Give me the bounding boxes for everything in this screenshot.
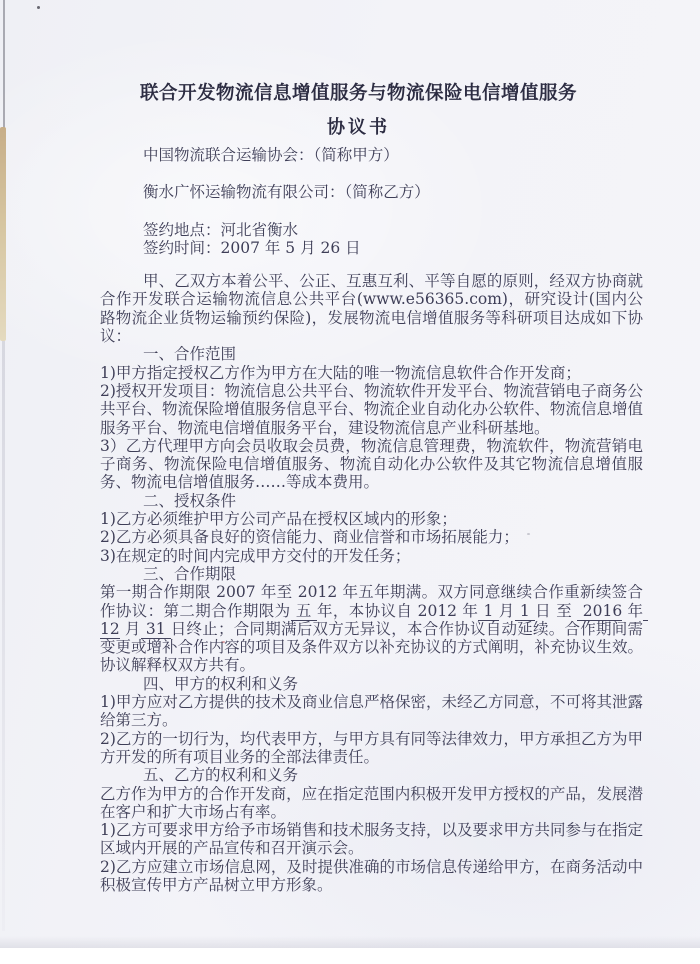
section-2-item-3: 3)在规定的时间内完成甲方交付的开发任务； <box>100 546 411 565</box>
term-text: 年，本协议自 2012 年 <box>317 601 479 620</box>
scan-bottom-shadow <box>0 936 700 948</box>
section-5-heading: 五、乙方的权利和义务 <box>143 766 299 785</box>
document-title-line1: 联合开发物流信息增值服务与物流保险电信增值服务 <box>139 83 577 104</box>
section-2-heading: 二、授权条件 <box>143 491 237 510</box>
scan-speck <box>150 716 152 718</box>
section-4-item-2: 2)乙方的一切行为，均代表甲方，与甲方具有同等法律效力，甲方承担乙方为甲方开发的所有项目业务的全部法律责任。 <box>100 729 643 766</box>
section-5-item-2: 2)乙方应建立市场信息网，及时提供准确的市场信息传递给甲方，在商务活动中积极宣传甲方产品树立甲方形象。 <box>100 857 643 894</box>
term-fill-end-month: 12 <box>100 601 648 638</box>
sign-time-line: 签约时间：2007 年 5 月 26 日 <box>143 238 361 257</box>
preamble-paragraph: 甲、乙双方本着公平、公正、互惠互利、平等自愿的原则，经双方协商就合作开发联合运输物流信息公共平台(www.e56365.com)，研究设计(国内公路物流企业货物运输预约保险)，发展物流电信增值服务等科研项目达成如下协议： <box>100 272 643 346</box>
scan-edge-line <box>3 0 5 132</box>
document-body <box>100 83 648 894</box>
section-1-heading: 一、合作范围 <box>143 345 237 364</box>
term-text: 日终止；合同期满后双方无异议，本合作协议自动延续。合作期间需变更或增补合作内容的项目及条件双方以补充协议的方式阐明，补充协议生效。协议解释权双方共有。 <box>100 619 643 675</box>
section-3-heading: 三、合作期限 <box>143 564 237 583</box>
scan-speck <box>37 6 40 9</box>
scan-speck <box>222 641 225 643</box>
scan-left-shadow <box>2 341 5 931</box>
section-2-item-2: 2)乙方必须具备良好的资信能力、商业信誉和市场拓展能力； <box>100 528 519 547</box>
term-text: 年 <box>622 601 644 620</box>
section-4-heading: 四、甲方的权利和义务 <box>143 674 299 693</box>
term-text: 第一期合作期限 2007 年至 2012 年五年期满。双方同意继续合作重新续签合作协议：第二期合作期限为 <box>100 583 643 620</box>
term-fill-start-day: 1 <box>514 601 536 620</box>
sign-place-line: 签约地点：河北省衡水 <box>143 220 299 239</box>
term-text: 日 至 <box>535 601 578 620</box>
section-1-item-1: 1)甲方指定授权乙方作为甲方在大陆的唯一物流信息软件合作开发商； <box>100 363 581 382</box>
section-1-item-2: 2)授权开发项目：物流信息公共平台、物流软件开发平台、物流营销电子商务公共平台、物流保险增值服务信息平台、物流企业自动化办公软件、物流信息增值服务平台、物流电信增值服务平台，建设物流信息产业科研基地。 <box>100 381 643 437</box>
term-fill-end-day: 31 <box>140 619 171 638</box>
term-fill-end-year: 2016 <box>577 601 623 620</box>
section-5-item-1: 1)乙方可要求甲方给予市场销售和技术服务支持，以及要求甲方共同参与在指定区域内开展的产品宣传和召开演示会。 <box>100 821 643 858</box>
document-title-line2: 协议书 <box>327 117 390 138</box>
scan-speck <box>527 533 530 535</box>
term-fill-years: 五 <box>290 601 318 620</box>
scan-speck <box>305 649 307 651</box>
section-4-item-1: 1)甲方应对乙方提供的技术及商业信息严格保密，未经乙方同意，不可将其泄露给第三方。 <box>100 693 643 730</box>
section-1-item-3: 3）乙方代理甲方向会员收取会员费，物流信息管理费，物流软件，物流营销电子商务、物流保险电信增值服务、物流自动化办公软件及其它物流信息增值服务、物流电信增值服务……等成本费用。 <box>100 436 643 492</box>
section-2-item-1: 1)乙方必须维护甲方公司产品在授权区域内的形象； <box>100 510 457 529</box>
section-5-intro: 乙方作为甲方的合作开发商，应在指定范围内积极开发甲方授权的产品，发展潜在客户和扩大市场占有率。 <box>100 784 643 821</box>
scan-tan-page-edge <box>0 127 6 341</box>
party-b-line: 衡水广怀运输物流有限公司：（简称乙方） <box>143 183 430 202</box>
party-a-line: 中国物流联合运输协会：（简称甲方） <box>143 146 399 164</box>
section-3-term-paragraph <box>100 583 648 675</box>
term-text: 月 <box>119 619 141 638</box>
term-fill-start-month: 1 <box>478 601 499 620</box>
term-text: 月 <box>498 601 515 620</box>
